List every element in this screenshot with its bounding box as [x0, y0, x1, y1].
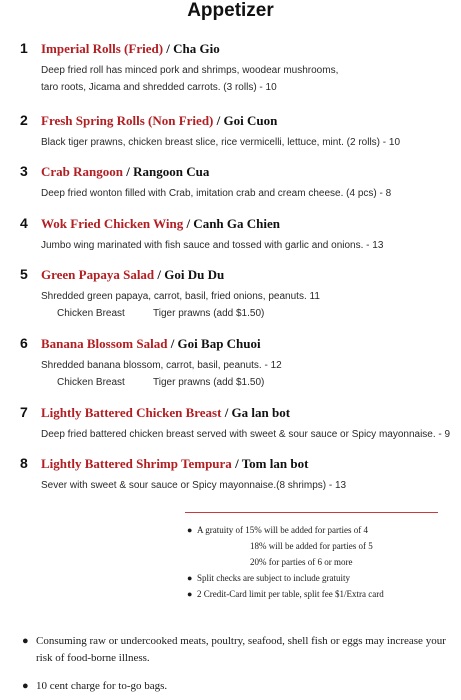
to-go-text: 10 cent charge for to-go bags.	[36, 680, 168, 692]
item-name-english: Lightly Battered Chicken Breast	[41, 405, 222, 420]
bullet-icon: ●	[22, 680, 29, 692]
item-name-vietnamese: / Rangoon Cua	[123, 164, 210, 179]
description-line: Jumbo wing marinated with fish sauce and tossed with garlic and onions. - 13	[41, 240, 384, 251]
item-number: 7	[20, 404, 28, 420]
description-line: Black tiger prawns, chicken breast slice, rice vermicelli, lettuce, mint. (2 rolls) - 10	[41, 137, 401, 148]
note-gratuity-6: 20% for parties of 6 or more	[250, 557, 353, 567]
item-number: 3	[20, 163, 28, 179]
item-heading	[41, 41, 220, 57]
item-heading	[41, 267, 224, 283]
item-name-english: Crab Rangoon	[41, 164, 123, 179]
item-heading	[41, 113, 277, 129]
note-gratuity-5: 18% will be added for parties of 5	[250, 541, 373, 551]
description-line: Sever with sweet & sour sauce or Spicy mayonnaise.(8 shrimps) - 13	[41, 480, 347, 491]
item-number: 4	[20, 215, 28, 231]
item-description	[41, 134, 456, 151]
item-name-vietnamese: / Tom lan bot	[231, 456, 309, 471]
item-number: 5	[20, 266, 28, 282]
protein-options	[41, 374, 456, 391]
bullet-icon: ●	[187, 525, 193, 535]
warning-text: Consuming raw or undercooked meats, poultry, seafood, shell fish or eggs may increase your risk of food-borne illness.	[36, 635, 446, 664]
protein-option: Tiger prawns (add $1.50)	[153, 377, 265, 388]
item-heading	[41, 456, 308, 472]
bullet-icon: ●	[187, 589, 193, 599]
protein-option: Tiger prawns (add $1.50)	[153, 308, 265, 319]
item-description	[41, 357, 456, 391]
bullet-icon: ●	[187, 573, 193, 583]
protein-option: Chicken Breast	[57, 377, 125, 388]
item-description	[41, 185, 456, 202]
item-description	[41, 288, 456, 322]
item-name-vietnamese: / Cha Gio	[163, 41, 220, 56]
item-name-english: Lightly Battered Shrimp Tempura	[41, 456, 232, 471]
item-name-english: Wok Fried Chicken Wing	[41, 216, 184, 231]
item-heading	[41, 164, 209, 180]
item-name-english: Green Papaya Salad	[41, 267, 155, 282]
notes-divider	[185, 512, 438, 513]
item-name-vietnamese: / Goi Bap Chuoi	[167, 336, 261, 351]
note-credit-card: ● 2 Credit-Card limit per table, split fee $1/Extra card	[187, 586, 384, 602]
item-name-vietnamese: / Canh Ga Chien	[183, 216, 280, 231]
item-description	[41, 237, 456, 254]
item-heading	[41, 216, 280, 232]
food-safety-warning	[22, 633, 452, 667]
item-name-vietnamese: / Goi Cuon	[213, 113, 278, 128]
item-name-vietnamese: / Goi Du Du	[154, 267, 225, 282]
item-description	[41, 426, 456, 443]
item-name-english: Banana Blossom Salad	[41, 336, 168, 351]
item-number: 2	[20, 112, 28, 128]
item-number: 1	[20, 40, 28, 56]
item-name-vietnamese: / Ga lan bot	[221, 405, 291, 420]
item-description	[41, 62, 456, 96]
description-line: Shredded green papaya, carrot, basil, fried onions, peanuts. 11	[41, 291, 320, 302]
description-line: Deep fried roll has minced pork and shrimps, woodear mushrooms,	[41, 65, 339, 76]
item-heading	[41, 336, 261, 352]
description-line: Shredded banana blossom, carrot, basil, peanuts. - 12	[41, 360, 282, 371]
gratuity-notes	[187, 522, 384, 602]
to-go-note	[22, 678, 452, 695]
item-description	[41, 477, 456, 494]
bullet-icon: ●	[22, 635, 29, 647]
page-title: Appetizer	[187, 0, 274, 21]
description-line: taro roots, Jicama and shredded carrots. (3 rolls) - 10	[41, 82, 277, 93]
protein-options	[41, 305, 456, 322]
item-name-english: Fresh Spring Rolls (Non Fried)	[41, 113, 214, 128]
note-split-checks: ● Split checks are subject to include gratuity	[187, 570, 384, 586]
item-heading	[41, 405, 290, 421]
protein-option: Chicken Breast	[57, 308, 125, 319]
note-gratuity-4: ● A gratuity of 15% will be added for parties of 4	[187, 522, 384, 538]
item-name-english: Imperial Rolls (Fried)	[41, 41, 164, 56]
item-number: 8	[20, 455, 28, 471]
item-number: 6	[20, 335, 28, 351]
description-line: Deep fried wonton filled with Crab, imitation crab and cream cheese. (4 pcs) - 8	[41, 188, 392, 199]
description-line: Deep fried battered chicken breast served with sweet & sour sauce or Spicy mayonnaise. - 9	[41, 429, 451, 440]
